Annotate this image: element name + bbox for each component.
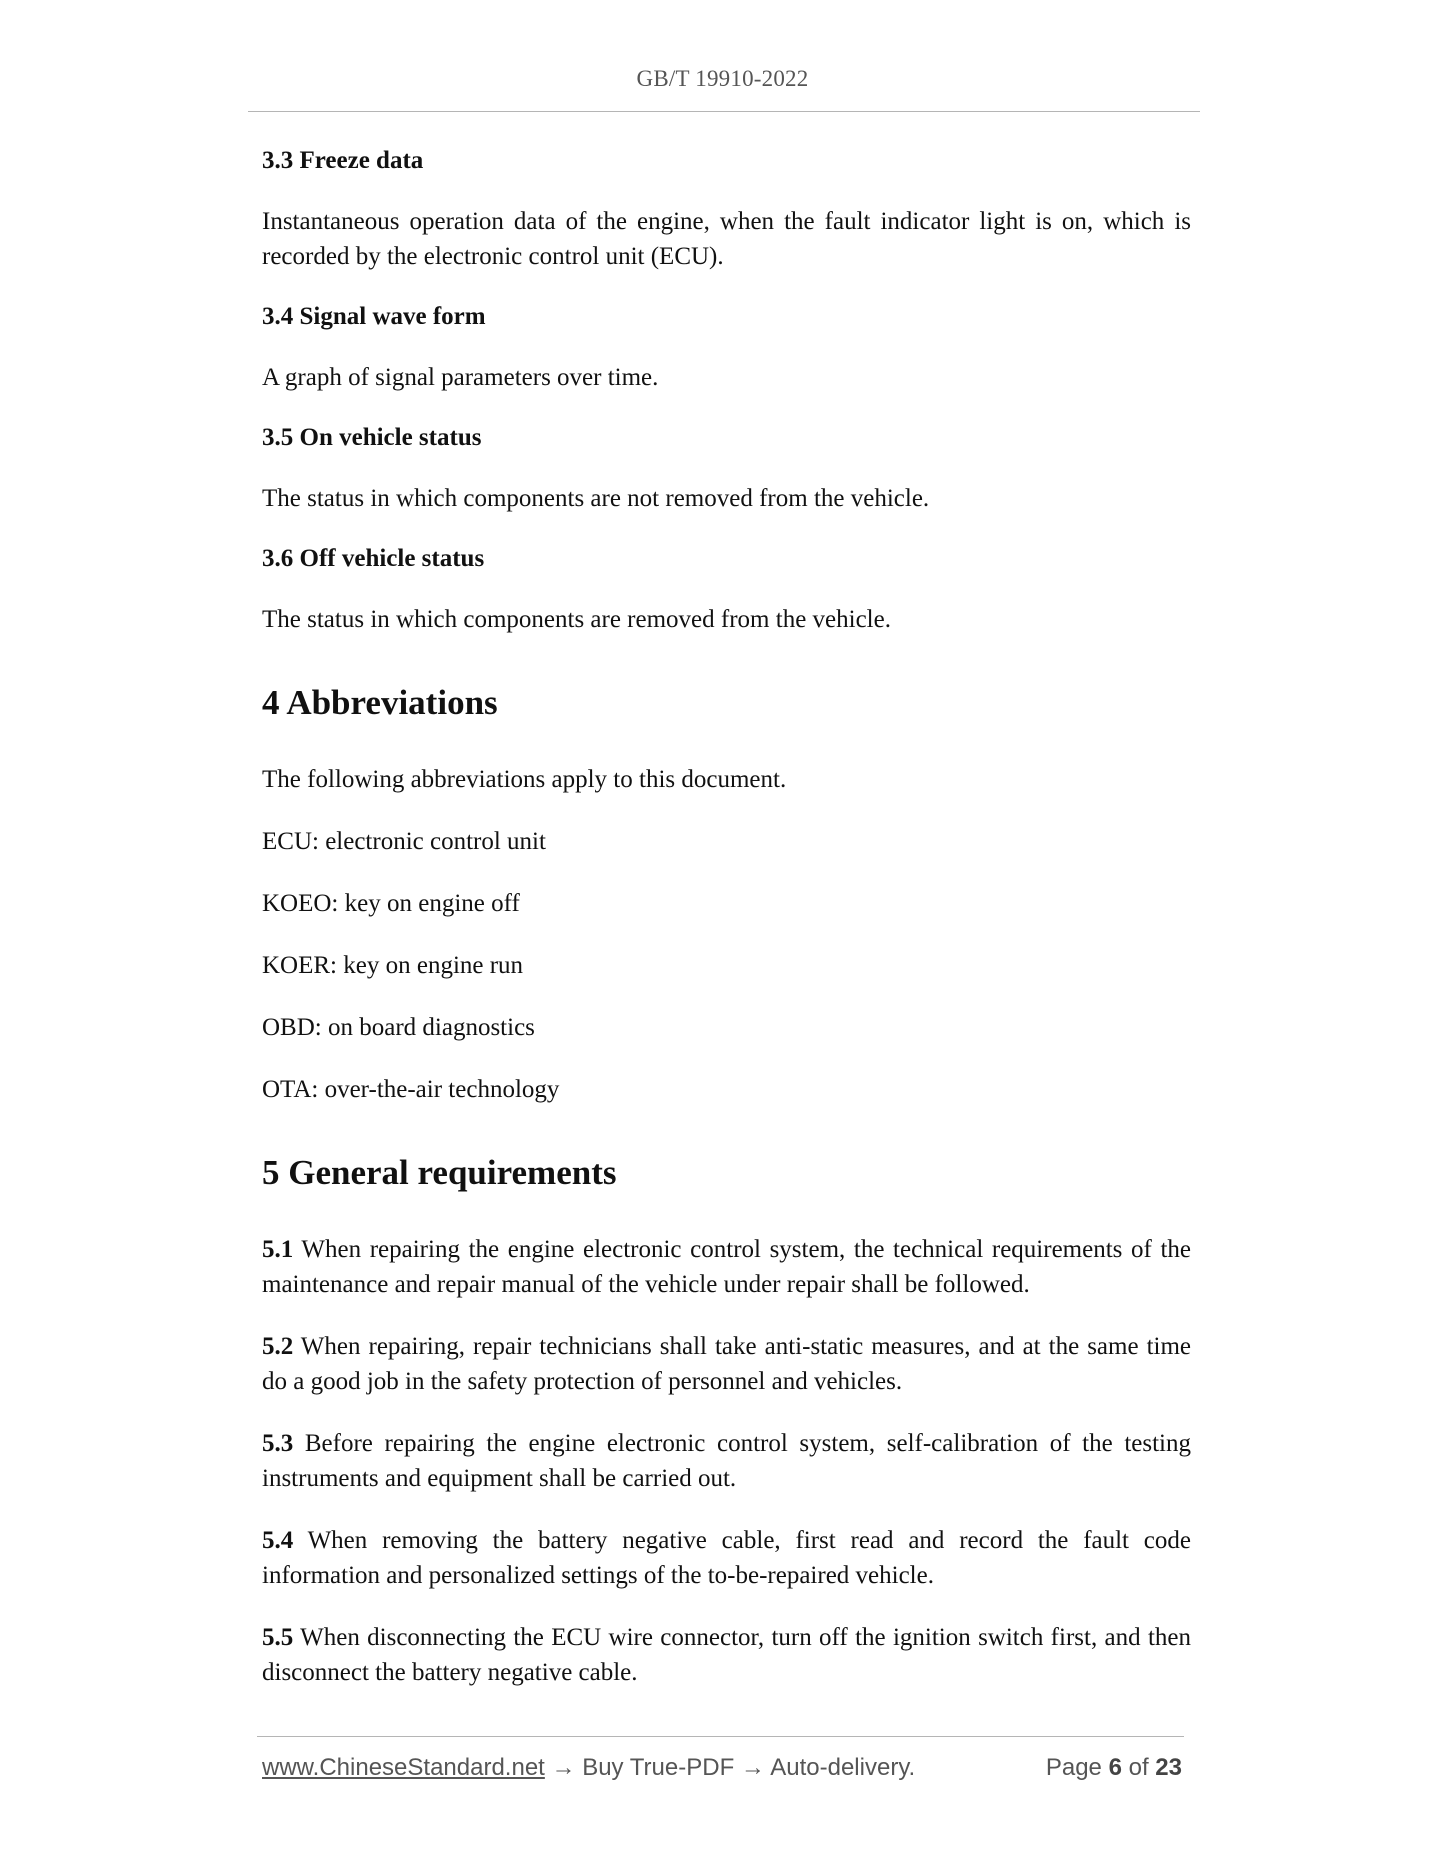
requirement-number: 5.4	[262, 1527, 294, 1554]
term-heading: 3.6 Off vehicle status	[262, 545, 485, 572]
delivery-text: Auto-delivery.	[770, 1754, 916, 1781]
abbreviation-item: OTA: over-the-air technology	[262, 1076, 560, 1103]
header-divider	[248, 111, 1200, 112]
term-3-5	[262, 421, 1191, 516]
requirement-text: When disconnecting the ECU wire connector, turn off the ignition switch first, and then disconnect the battery negative cable.	[262, 1624, 1191, 1686]
buy-text: Buy True-PDF	[582, 1754, 735, 1781]
term-heading: 3.4 Signal wave form	[262, 303, 486, 330]
requirement-text: When repairing the engine electronic control system, the technical requirements of the maintenance and repair manual of the vehicle under repair shall be followed.	[262, 1236, 1191, 1298]
document-header: GB/T 19910-2022	[636, 66, 809, 91]
of-label: of	[1128, 1754, 1149, 1781]
term-definition: The status in which components are removed from the vehicle.	[262, 606, 891, 633]
term-definition: Instantaneous operation data of the engine, when the fault indicator light is on, which is recorded by the electronic control unit (ECU).	[262, 208, 1191, 270]
abbreviation-item: ECU: electronic control unit	[262, 828, 546, 855]
requirement-5-5	[262, 1620, 1191, 1690]
requirement-5-2	[262, 1329, 1191, 1399]
arrow-icon: →	[544, 1754, 583, 1781]
footer-promo	[262, 1754, 915, 1782]
section-heading-abbreviations: 4 Abbreviations	[262, 683, 498, 722]
term-3-3	[262, 144, 1191, 274]
requirement-number: 5.3	[262, 1430, 294, 1457]
page-indicator	[1046, 1754, 1182, 1782]
page-number: 6	[1108, 1754, 1122, 1781]
page-total: 23	[1155, 1754, 1182, 1781]
page-body	[262, 144, 1191, 1717]
footer-divider	[257, 1736, 1184, 1737]
term-definition: A graph of signal parameters over time.	[262, 364, 659, 391]
website-link[interactable]: www.ChineseStandard.net	[262, 1754, 545, 1781]
abbreviation-item: KOER: key on engine run	[262, 952, 524, 979]
requirement-5-4	[262, 1523, 1191, 1593]
term-heading: 3.3 Freeze data	[262, 147, 424, 174]
requirement-number: 5.5	[262, 1624, 294, 1651]
arrow-icon: →	[734, 1754, 771, 1781]
page-footer	[262, 1754, 1182, 1786]
term-definition: The status in which components are not removed from the vehicle.	[262, 485, 930, 512]
term-3-4	[262, 300, 1191, 395]
term-heading: 3.5 On vehicle status	[262, 424, 482, 451]
requirement-text: When removing the battery negative cable, first read and record the fault code information and personalized settings of the to-be-repaired vehicle.	[262, 1527, 1191, 1589]
requirement-number: 5.1	[262, 1236, 294, 1263]
requirement-number: 5.2	[262, 1333, 294, 1360]
requirement-5-3	[262, 1426, 1191, 1496]
abbreviation-item: OBD: on board diagnostics	[262, 1014, 535, 1041]
abbreviation-item: KOEO: key on engine off	[262, 890, 520, 917]
requirement-text: When repairing, repair technicians shall take anti-static measures, and at the same time do a good job in the safety protection of personnel and vehicles.	[262, 1333, 1191, 1395]
abbreviations-intro: The following abbreviations apply to this document.	[262, 766, 787, 793]
term-3-6	[262, 542, 1191, 637]
page-label: Page	[1045, 1754, 1102, 1781]
section-heading-general-requirements: 5 General requirements	[262, 1153, 617, 1192]
requirement-5-1	[262, 1232, 1191, 1302]
requirement-text: Before repairing the engine electronic control system, self-calibration of the testing instruments and equipment shall be carried out.	[262, 1430, 1191, 1492]
